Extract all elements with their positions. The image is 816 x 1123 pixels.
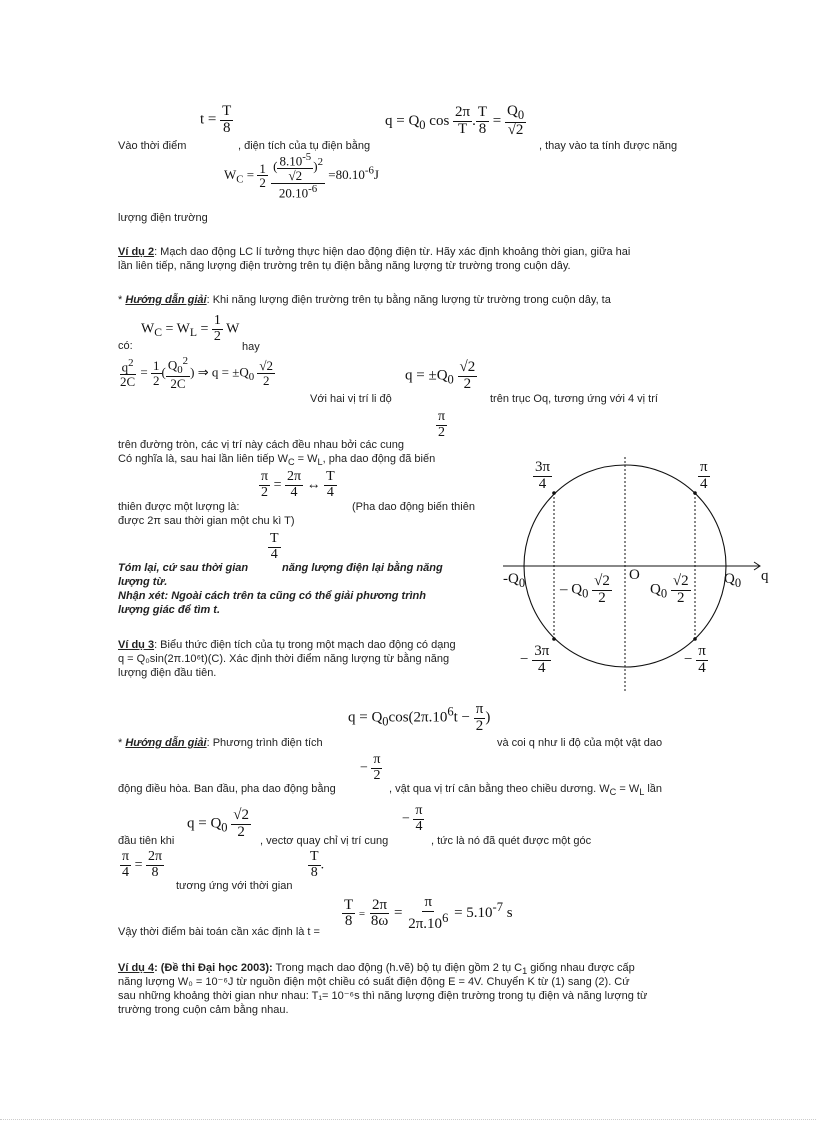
sub: 0 [221, 820, 228, 835]
sup: 2 [128, 357, 134, 370]
text-line [118, 976, 630, 989]
frac-q02-2c [166, 356, 190, 391]
frac-num: π [122, 849, 130, 864]
frac-num: √2 [233, 807, 250, 823]
eq-q-pm: $q = \pm Q_0$ $\frac{√2}{2}$ [405, 359, 476, 392]
frac-wc [271, 152, 325, 200]
text-line [497, 737, 662, 750]
frac-den: 8 [310, 864, 318, 880]
sup: 6 [442, 910, 449, 925]
frac-den: 2 [463, 375, 472, 392]
frac-num: T [326, 469, 335, 484]
frac-num: 1 [153, 358, 160, 374]
frac-den: 4 [290, 484, 298, 500]
guide-star: * [118, 294, 126, 306]
example-title: Ví dụ 2 [118, 246, 155, 258]
example-3 [118, 639, 456, 652]
frac-num [505, 104, 526, 123]
eq-wc [224, 152, 379, 200]
frac-T-8 [476, 105, 489, 138]
label-minus-3pi4 [520, 644, 551, 677]
text-line [490, 393, 658, 406]
pm: ± [232, 364, 240, 380]
frac-den: 4 [538, 659, 546, 676]
sub: 0 [177, 363, 183, 376]
text-line [260, 835, 388, 848]
wc-unit: J [373, 166, 379, 182]
text-tom-lai: Tóm lại, cứ sau thời gian [118, 562, 249, 574]
eq-sign: = [273, 477, 282, 493]
text-co-nghia: Có nghĩa là, sau hai lần liên tiếp W [118, 453, 288, 465]
sup: -6 [364, 164, 374, 177]
frac-num: T [310, 849, 319, 864]
wc-num: 8.10 [279, 153, 303, 169]
frac-num: √2 [259, 358, 274, 374]
frac-q2-2c [118, 358, 137, 389]
guide-text: , vectơ quay chỉ vị trí cung [260, 835, 389, 847]
frac-T-4 [268, 532, 281, 562]
frac-inner [277, 152, 313, 183]
example-2 [118, 246, 630, 259]
cos-inner: 2π.10 [413, 709, 448, 726]
pos-q: Q [650, 581, 661, 598]
frac-den: 4 [122, 864, 130, 880]
frac-pi-2 [474, 702, 486, 735]
frac-den: T [458, 120, 468, 137]
frac-pi-2 [259, 470, 270, 500]
frac-pi-2 [436, 410, 447, 440]
frac-num: 1 [259, 160, 266, 176]
frac-T-4 [324, 470, 337, 500]
text-line [118, 501, 239, 514]
text-line [282, 562, 443, 575]
frac-num: T [270, 531, 279, 546]
origin: O [629, 567, 640, 583]
eq-sign: = [394, 905, 403, 922]
frac-den: 2C [120, 374, 136, 390]
example-text: q = Q₀sin(2π.10⁶t)(C). Xác định thời điểm năng lượng từ bằng năng [118, 653, 450, 665]
eq-pi2-2pi4 [259, 470, 337, 500]
guide-text: : Phương trình điện tích [206, 737, 323, 749]
frac-num: 2π [147, 849, 163, 864]
eq-sign: = [492, 112, 502, 129]
frac-num: T [222, 103, 232, 119]
eq-q2-2c: $\frac{q^2}{2C}$ = $\frac{1}{2}$ ( $\frac{Q_0^2}{2C}$ ) ⇒ $q = \pm Q_0$ $\frac{√2}{2}$ [120, 355, 274, 392]
point-minus-pi4 [693, 637, 697, 641]
frac-pi-4 [696, 644, 708, 677]
label-minus-pi4 [684, 644, 708, 677]
sub: C [236, 173, 244, 186]
text-line [118, 783, 336, 796]
text-tren-duong: trên đường tròn, các vị trí này cách đều nhau bởi các cung [118, 439, 404, 451]
example-title: Ví dụ 4 [118, 962, 155, 974]
sub: 1 [522, 966, 528, 977]
text-duoc: được 2π sau thời gian một chu kì T) [118, 515, 295, 527]
eq-cos: cos [429, 112, 450, 129]
cos-t: t − [453, 709, 471, 726]
eq-cos: cos [388, 709, 409, 726]
sub: C [288, 457, 295, 468]
text-line [310, 393, 392, 406]
point-3pi4 [552, 491, 556, 495]
frac-num [277, 152, 313, 169]
guide-1 [118, 294, 611, 307]
frac-den: 2 [598, 589, 606, 606]
frac-den: 2 [373, 767, 381, 783]
text-line [389, 783, 662, 799]
wc-label: W [141, 321, 155, 337]
frac-sqrt2-2 [592, 574, 612, 607]
frac-sqrt2-2 [671, 574, 691, 607]
frac-den: √2 [288, 167, 303, 183]
frac-T-8: $\frac{T}{8}$ . [310, 849, 325, 880]
frac-num: √2 [672, 573, 689, 589]
text-line [118, 140, 186, 153]
frac-num: π [475, 701, 484, 717]
sub: 0 [660, 586, 668, 601]
label-neg-q0-sqrt2 [560, 574, 612, 607]
frac-num: $Q_0^2$ [167, 355, 189, 376]
frac-den: 4 [415, 818, 423, 834]
frac-num: π [698, 643, 706, 659]
sub: 0 [248, 371, 255, 384]
guide-text: tương ứng với thời gian [176, 880, 293, 892]
text-line [118, 990, 647, 1003]
wc-label: W [224, 166, 237, 182]
arrow: ⇒ [197, 364, 209, 380]
point-minus-3pi4 [552, 637, 556, 641]
frac-sqrt2-2 [458, 360, 478, 393]
text-line [118, 926, 320, 939]
example-text: Trong mạch dao động (h.vẽ) bộ tụ điện gồm 2 tụ C [272, 962, 523, 974]
frac-den: 4 [700, 475, 708, 492]
label-pi4 [698, 460, 710, 493]
sub: 0 [734, 576, 742, 590]
frac-num: T [477, 104, 488, 121]
w-label: W [226, 321, 240, 337]
guide-text: , tức là nó đã quét được một góc [431, 835, 592, 847]
text-line [118, 515, 295, 528]
frac-den: 4 [326, 484, 334, 500]
eq-sign: = [140, 364, 148, 380]
sup: -6 [308, 182, 318, 195]
final-result: = 5.10 [454, 905, 493, 922]
frac-den: 4 [698, 659, 706, 676]
frac-half [257, 162, 268, 190]
text-hay: hay [242, 341, 260, 353]
guide-text: Vậy thời điểm bài toán cần xác định là t = [118, 926, 320, 938]
sub: L [317, 457, 323, 468]
text-line [431, 835, 591, 848]
text-line [118, 653, 449, 666]
frac-den: 2 [438, 424, 446, 440]
wc-den: 20.10 [278, 184, 309, 200]
guide-text: = W [616, 783, 640, 795]
label-q0 [724, 571, 741, 591]
text-co: có: [118, 340, 133, 352]
frac-den: 2 [676, 589, 685, 606]
eq-sign: = [200, 321, 209, 337]
frac-half [151, 359, 162, 387]
frac-T-8 [342, 898, 355, 931]
minus-sign: − [360, 760, 368, 776]
wc-result: =80.10 [328, 166, 365, 182]
minus-q0: -Q [503, 571, 519, 587]
frac-den: 2 [475, 717, 484, 734]
frac-num: ( $\frac{8.10^{-5}}{√2}$ )$^2$ [273, 151, 323, 183]
wl-label: W [176, 321, 190, 337]
text-line [118, 562, 248, 575]
frac-num: √2 [594, 573, 610, 589]
frac-num: 2π [455, 104, 471, 121]
text-vao-thoi-diem: Vào thời điểm [118, 140, 187, 152]
label-origin [629, 567, 640, 584]
minus-sign: − [684, 651, 693, 668]
guide-title: Hướng dẫn giải [125, 294, 207, 306]
text-dien-tich: , điện tích của tụ điện bằng [238, 140, 371, 152]
frac-num: $q^2$ [121, 357, 134, 375]
page-bottom-divider [0, 1119, 816, 1120]
eq-q-cos: $q = Q_0$ cos $\frac{2\pi}{T}$ . $\frac{T}{8}$ = $\frac{Q_0}{√2}$ [385, 103, 525, 139]
example-text: sau những khoảng thời gian như nhau: T₁= 10⁻⁶s thì năng lượng điện trường trong tụ điện và năng lượng từ [118, 990, 648, 1002]
eq-t-label: t = [200, 111, 217, 128]
eq-sign: = [134, 857, 143, 873]
minus-sign: − [402, 811, 410, 827]
label-3pi4 [533, 460, 552, 493]
text-tom-lai: năng lượng điện lại bằng năng [282, 562, 443, 574]
eq-q-sqrt2: $q = Q_0$ $\frac{√2}{2}$ [187, 807, 250, 840]
frac-pi-4 [698, 460, 710, 493]
eq-q: q = Q [385, 112, 420, 129]
sup: -5 [302, 151, 312, 163]
frac-den: 8ω [370, 913, 389, 930]
frac-pi-4 [413, 804, 424, 834]
frac-2pi-8w [369, 898, 390, 931]
frac-num: 1 [213, 313, 221, 328]
frac-num: π [700, 459, 708, 475]
text-line [242, 341, 260, 354]
sub: L [189, 326, 197, 340]
frac-den: 2 [259, 175, 266, 191]
example-title: Ví dụ 3 [118, 639, 155, 651]
iff: ↔ [306, 477, 321, 493]
guide-text: , vật qua vị trí cân bằng theo chiều dương. W [389, 783, 610, 795]
sup: 2 [317, 155, 323, 168]
example-text: lượng điện đầu tiên. [118, 667, 217, 679]
frac-den: 2 [237, 823, 245, 840]
frac-num: 3π [534, 643, 550, 659]
label-axis-q [761, 568, 769, 585]
frac-den: 8 [344, 913, 353, 930]
frac-den: 4 [538, 475, 547, 492]
example-text: : Mạch dao động LC lí tưởng thực hiện dao động điện từ. Hãy xác định khoảng thời gian, giữa hai [154, 246, 631, 258]
frac-T-4 [268, 532, 281, 562]
frac-half [212, 314, 223, 344]
eq-sign: = [358, 908, 366, 921]
frac-2pi-4 [285, 470, 303, 500]
frac-num: π [373, 752, 381, 767]
frac-2pi-T [453, 105, 472, 138]
text-line [118, 453, 435, 469]
frac-den [406, 912, 450, 933]
text-line [118, 212, 208, 225]
text-line [118, 340, 133, 353]
frac-pi-4 [120, 850, 131, 880]
frac-minus-pi2 [360, 753, 382, 783]
frac-3pi-4 [532, 644, 551, 677]
text-line [352, 501, 475, 514]
frac-num: T [344, 896, 354, 913]
example-text: lần liên tiếp, năng lượng điện trường trên tụ điện bằng năng lượng từ trường trong cuộn dây. [118, 260, 571, 272]
text-tom-lai: lượng từ. [118, 576, 168, 588]
minus-sign: − [520, 651, 529, 668]
frac-sqrt2-2 [257, 359, 275, 387]
eq-sign: = [246, 166, 255, 182]
label-minus-q0 [503, 571, 525, 591]
axis-q: q [761, 568, 769, 584]
guide-text: động điều hòa. Ban đầu, pha dao động bằng [118, 783, 336, 795]
eq-q-cos-2: $q = Q_0\cos(2\pi.10^6t$ − $\frac{\pi}{2}$ ) [348, 701, 491, 734]
example-text: : Biểu thức điện tích của tụ trong một mạch dao động có dạng [154, 639, 456, 651]
sup: 6 [447, 704, 454, 719]
sub: 0 [518, 576, 526, 590]
text-line [118, 439, 404, 452]
text-line [118, 576, 167, 589]
frac-den: 2C [170, 376, 186, 392]
sub: 0 [447, 372, 454, 387]
frac-den: 4 [270, 546, 278, 562]
frac-den: 8 [151, 864, 159, 880]
text-line [118, 667, 216, 680]
frac-den: √2 [507, 122, 524, 139]
frac-T-8 [220, 104, 233, 137]
frac-den: 8 [478, 120, 487, 137]
text-co-nghia: = W [294, 453, 318, 465]
text-nhan-xet: lượng giác để tìm t. [118, 604, 221, 616]
text-line [118, 1004, 289, 1017]
sup: -7 [492, 900, 503, 915]
frac-den: 8 [222, 119, 231, 136]
example-source: : (Đề thi Đại học 2003): [154, 962, 273, 974]
frac-pi-2 [436, 410, 447, 440]
example-text: năng lượng W₀ = 10⁻⁶J từ nguồn điện một chiều có suất điện động E = 4V. Chuyển K từ (1) sang (2). Cứ [118, 976, 630, 988]
frac-pi-2pi106 [406, 895, 450, 933]
sup: 2 [182, 355, 189, 367]
frac-den: 2 [262, 372, 270, 388]
neg-q: – Q [560, 581, 583, 598]
frac-num: π [261, 469, 269, 484]
guide-text: lần [644, 783, 663, 795]
sub: L [639, 787, 645, 798]
text-thien: thiên được một lượng là: [118, 501, 240, 513]
sub: 0 [582, 586, 589, 601]
text-tren-truc: trên trục Oq, tương ứng với 4 vị trí [490, 393, 658, 405]
text-co-nghia: , pha dao động đã biến [322, 453, 436, 465]
text-nhan-xet: : Ngoài cách trên ta cũng có thể giải phương trình [164, 590, 426, 602]
point-pi4 [693, 491, 697, 495]
frac-T-8 [308, 850, 321, 880]
sub: 0 [419, 117, 426, 132]
frac-num: π [415, 803, 423, 818]
guide-title: Hướng dẫn giải [125, 737, 207, 749]
text-luong-dien-truong: lượng điện trường [118, 212, 208, 224]
q-label: Q [507, 103, 518, 119]
frac-3pi-4 [533, 460, 552, 493]
frac-minus-pi4 [402, 804, 424, 834]
sub: 0 [382, 714, 389, 729]
den-2pi: 2π.10 [408, 915, 443, 932]
frac-den: 2 [153, 372, 160, 388]
frac-pi-2 [371, 753, 382, 783]
text-line [118, 590, 426, 603]
guide-star: * [118, 737, 126, 749]
q0: Q [724, 571, 735, 587]
frac-num: 2π [286, 469, 302, 484]
text-line [118, 260, 571, 273]
guide-text: : Khi năng lượng điện trường trên tụ bằng năng lượng từ trường trong cuộn dây, ta [206, 294, 611, 306]
frac-Q0-sqrt2 [505, 104, 526, 139]
eq-t-T8 [200, 104, 233, 137]
frac-num: 2π [372, 896, 388, 913]
frac-den [277, 184, 319, 200]
text-nhan-xet: Nhận xét [118, 590, 165, 602]
text-voi-hai: Với hai vị trí li độ [310, 393, 392, 405]
frac-num: π [424, 894, 433, 910]
sub: 0 [517, 108, 525, 122]
pm: ± [428, 367, 437, 384]
frac-num: π [438, 409, 446, 424]
text-pha: (Pha dao động biến thiên [352, 501, 475, 513]
guide-text: đầu tiên khi [118, 835, 175, 847]
frac-den: 2 [213, 328, 221, 344]
sub: C [609, 787, 617, 798]
sub: C [154, 326, 162, 340]
eq-wc-wl [141, 314, 239, 344]
text-line [539, 140, 677, 153]
example-text: trường trong cuộn cảm bằng nhau. [118, 1004, 289, 1016]
label-pos-q0-sqrt2 [650, 574, 691, 607]
example-text: giống nhau được cấp [527, 962, 635, 974]
frac-num: 3π [535, 459, 551, 475]
text-line [118, 835, 174, 848]
frac-2pi-8 [146, 850, 164, 880]
eq-sign: = [165, 321, 174, 337]
final-unit: s [502, 905, 513, 922]
guide-2 [118, 737, 323, 750]
guide-text: và coi q như li độ của một vật dao [497, 737, 663, 749]
frac-sqrt2-2 [231, 808, 251, 841]
frac-num: √2 [459, 359, 476, 375]
eq-final [342, 895, 513, 933]
text-thay-vao: , thay vào ta tính được năng [539, 140, 678, 152]
text-line [118, 604, 220, 617]
text-line [176, 880, 292, 893]
frac-den: 2 [261, 484, 269, 500]
eq-pi4-2pi8 [120, 850, 164, 880]
